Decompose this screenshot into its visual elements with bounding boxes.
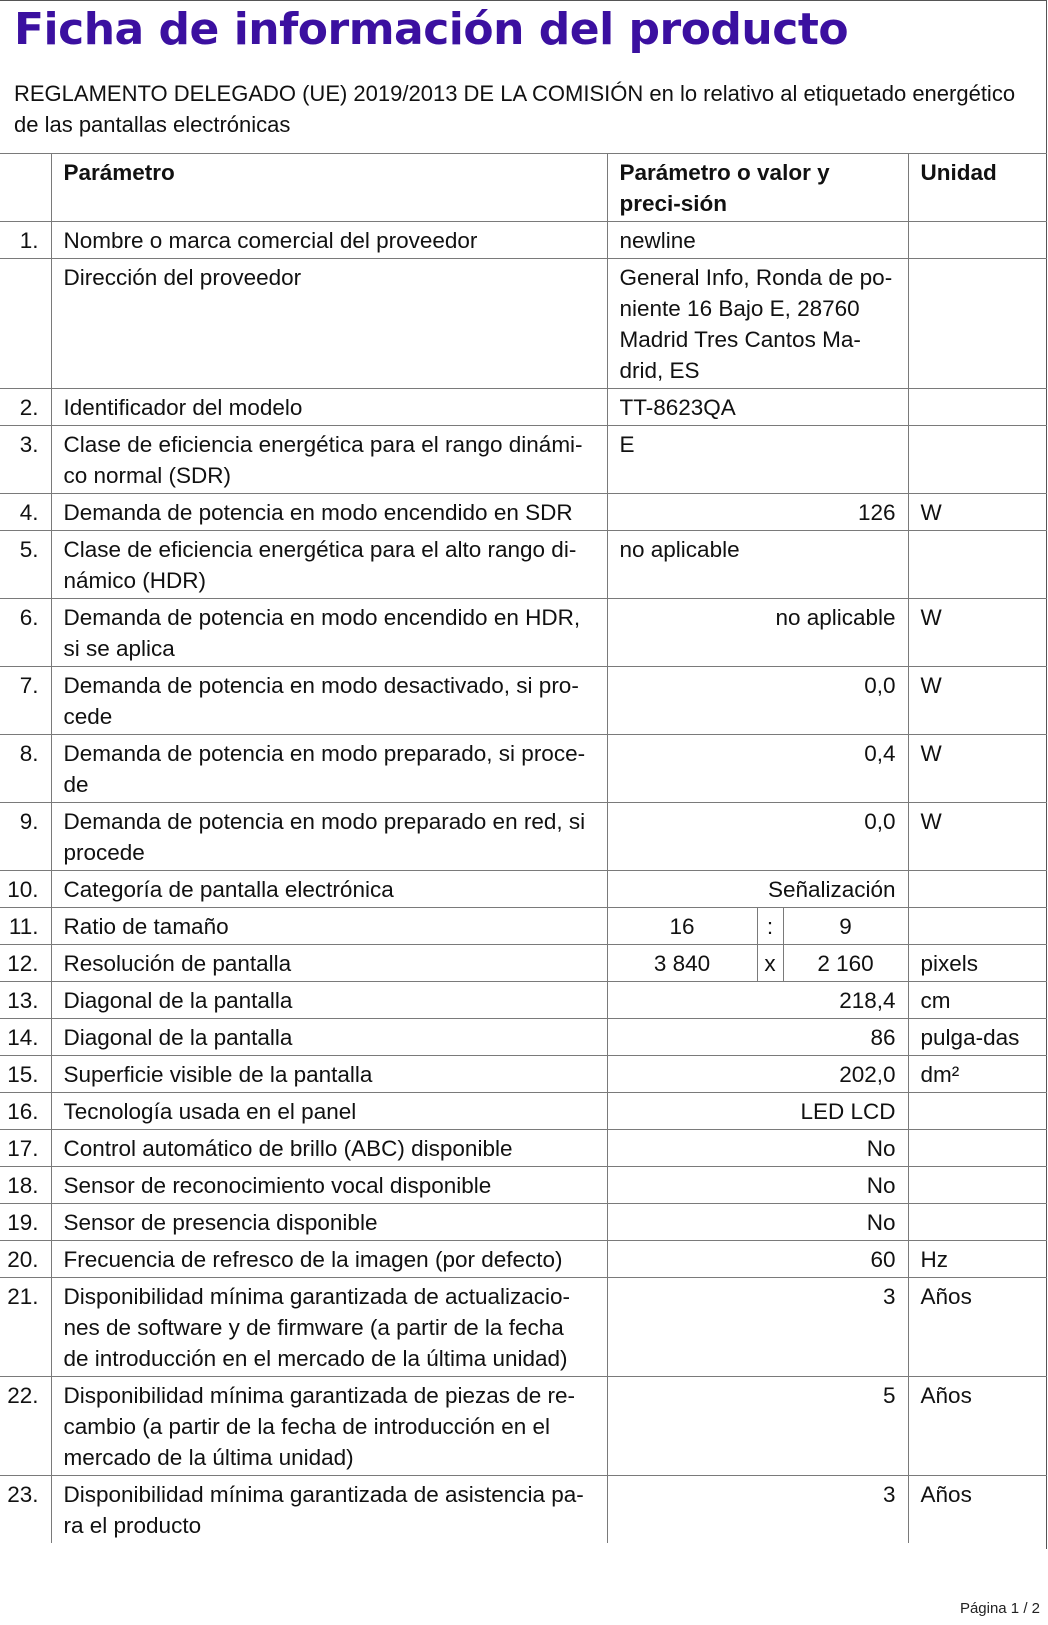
row-number: 1. bbox=[0, 222, 51, 259]
table-row bbox=[0, 871, 1047, 908]
row-label: Demanda de potencia en modo preparado, si proce-de bbox=[51, 735, 607, 803]
table-row bbox=[0, 222, 1047, 259]
table-row bbox=[0, 908, 1047, 945]
row-value: 202,0 bbox=[607, 1056, 908, 1093]
row-unit: W bbox=[908, 599, 1047, 667]
row-number: 3. bbox=[0, 426, 51, 494]
header-unit: Unidad bbox=[908, 154, 1047, 222]
row-unit: Hz bbox=[908, 1241, 1047, 1278]
row-unit bbox=[908, 222, 1047, 259]
row-label: Disponibilidad mínima garantizada de asistencia pa-ra el producto bbox=[51, 1476, 607, 1544]
row-value: Señalización bbox=[607, 871, 908, 908]
row-value: No bbox=[607, 1130, 908, 1167]
row-value: TT-8623QA bbox=[607, 389, 908, 426]
row-label: Sensor de reconocimiento vocal disponible bbox=[51, 1167, 607, 1204]
row-unit: pixels bbox=[908, 945, 1047, 982]
product-info-table bbox=[0, 153, 1047, 1543]
page-number: Página 1 / 2 bbox=[959, 1600, 1040, 1617]
row-unit: W bbox=[908, 494, 1047, 531]
row-label: Disponibilidad mínima garantizada de actualizacio-nes de software y de firmware (a partir de la fecha de introducción en el mercado de la última unidad) bbox=[51, 1278, 607, 1377]
row-number: 6. bbox=[0, 599, 51, 667]
table-row bbox=[0, 389, 1047, 426]
row-unit: dm² bbox=[908, 1056, 1047, 1093]
row-number: 2. bbox=[0, 389, 51, 426]
header-parameter: Parámetro bbox=[51, 154, 607, 222]
row-label: Disponibilidad mínima garantizada de piezas de re-cambio (a partir de la fecha de introducción en el mercado de la última unidad) bbox=[51, 1377, 607, 1476]
row-number: 4. bbox=[0, 494, 51, 531]
row-unit bbox=[908, 1167, 1047, 1204]
row-label: Demanda de potencia en modo desactivado, si pro-cede bbox=[51, 667, 607, 735]
row-unit bbox=[908, 908, 1047, 945]
row-value: no aplicable bbox=[607, 599, 908, 667]
row-value: No bbox=[607, 1204, 908, 1241]
table-header-row bbox=[0, 154, 1047, 222]
row-value: 218,4 bbox=[607, 982, 908, 1019]
table-row bbox=[0, 945, 1047, 982]
table-row bbox=[0, 531, 1047, 599]
row-label: Tecnología usada en el panel bbox=[51, 1093, 607, 1130]
table-row bbox=[0, 599, 1047, 667]
row-number: 14. bbox=[0, 1019, 51, 1056]
row-unit: Años bbox=[908, 1377, 1047, 1476]
table-row bbox=[0, 1377, 1047, 1476]
row-value-separator: : bbox=[757, 908, 783, 945]
row-unit bbox=[908, 426, 1047, 494]
row-label: Superficie visible de la pantalla bbox=[51, 1056, 607, 1093]
row-number: 18. bbox=[0, 1167, 51, 1204]
row-unit bbox=[908, 1093, 1047, 1130]
table-row bbox=[0, 1278, 1047, 1377]
row-label: Demanda de potencia en modo encendido en SDR bbox=[51, 494, 607, 531]
row-unit: Años bbox=[908, 1278, 1047, 1377]
row-unit bbox=[908, 389, 1047, 426]
row-label: Dirección del proveedor bbox=[51, 259, 607, 389]
row-value: 86 bbox=[607, 1019, 908, 1056]
row-unit bbox=[908, 1130, 1047, 1167]
row-value-a: 16 bbox=[607, 908, 757, 945]
row-value: newline bbox=[607, 222, 908, 259]
table-row bbox=[0, 426, 1047, 494]
row-label: Ratio de tamaño bbox=[51, 908, 607, 945]
row-value: 3 bbox=[607, 1278, 908, 1377]
row-value: 3 bbox=[607, 1476, 908, 1544]
row-unit: Años bbox=[908, 1476, 1047, 1544]
row-label: Frecuencia de refresco de la imagen (por defecto) bbox=[51, 1241, 607, 1278]
table-body bbox=[0, 222, 1047, 1544]
table-row bbox=[0, 803, 1047, 871]
table-row bbox=[0, 1476, 1047, 1544]
row-unit: W bbox=[908, 667, 1047, 735]
row-value: LED LCD bbox=[607, 1093, 908, 1130]
row-value: no aplicable bbox=[607, 531, 908, 599]
row-number: 22. bbox=[0, 1377, 51, 1476]
row-number: 19. bbox=[0, 1204, 51, 1241]
row-value-b: 9 bbox=[783, 908, 908, 945]
row-unit bbox=[908, 1204, 1047, 1241]
row-label: Clase de eficiencia energética para el rango dinámi-co normal (SDR) bbox=[51, 426, 607, 494]
row-value: No bbox=[607, 1167, 908, 1204]
row-value: General Info, Ronda de po-niente 16 Bajo E, 28760 Madrid Tres Cantos Ma-drid, ES bbox=[607, 259, 908, 389]
row-number: 8. bbox=[0, 735, 51, 803]
row-number: 13. bbox=[0, 982, 51, 1019]
table-row bbox=[0, 982, 1047, 1019]
table-row bbox=[0, 735, 1047, 803]
table-row bbox=[0, 1167, 1047, 1204]
row-value: E bbox=[607, 426, 908, 494]
row-value-separator: x bbox=[757, 945, 783, 982]
header-value: Parámetro o valor y preci-sión bbox=[607, 154, 908, 222]
table-row bbox=[0, 667, 1047, 735]
row-label: Demanda de potencia en modo preparado en red, si procede bbox=[51, 803, 607, 871]
row-number: 17. bbox=[0, 1130, 51, 1167]
row-number: 12. bbox=[0, 945, 51, 982]
table-row bbox=[0, 1093, 1047, 1130]
row-value: 5 bbox=[607, 1377, 908, 1476]
row-label: Clase de eficiencia energética para el alto rango di-námico (HDR) bbox=[51, 531, 607, 599]
row-label: Control automático de brillo (ABC) disponible bbox=[51, 1130, 607, 1167]
table-row bbox=[0, 1019, 1047, 1056]
row-number: 11. bbox=[0, 908, 51, 945]
table-row bbox=[0, 1241, 1047, 1278]
row-number: 9. bbox=[0, 803, 51, 871]
row-number: 20. bbox=[0, 1241, 51, 1278]
row-value: 0,0 bbox=[607, 667, 908, 735]
row-value-b: 2 160 bbox=[783, 945, 908, 982]
row-number: 21. bbox=[0, 1278, 51, 1377]
row-number: 23. bbox=[0, 1476, 51, 1544]
row-label: Identificador del modelo bbox=[51, 389, 607, 426]
row-unit bbox=[908, 259, 1047, 389]
page-title: Ficha de información del producto bbox=[14, 4, 849, 55]
row-label: Categoría de pantalla electrónica bbox=[51, 871, 607, 908]
row-label: Resolución de pantalla bbox=[51, 945, 607, 982]
row-label: Diagonal de la pantalla bbox=[51, 1019, 607, 1056]
row-label: Nombre o marca comercial del proveedor bbox=[51, 222, 607, 259]
table-row bbox=[0, 494, 1047, 531]
row-number: 15. bbox=[0, 1056, 51, 1093]
row-value: 126 bbox=[607, 494, 908, 531]
row-number: 7. bbox=[0, 667, 51, 735]
row-unit: cm bbox=[908, 982, 1047, 1019]
row-number: 10. bbox=[0, 871, 51, 908]
row-label: Sensor de presencia disponible bbox=[51, 1204, 607, 1241]
row-label: Diagonal de la pantalla bbox=[51, 982, 607, 1019]
row-number: 16. bbox=[0, 1093, 51, 1130]
row-unit: W bbox=[908, 735, 1047, 803]
row-number bbox=[0, 259, 51, 389]
table-row bbox=[0, 259, 1047, 389]
row-value-a: 3 840 bbox=[607, 945, 757, 982]
row-number: 5. bbox=[0, 531, 51, 599]
table-row bbox=[0, 1130, 1047, 1167]
table-row bbox=[0, 1204, 1047, 1241]
row-unit: pulga-das bbox=[908, 1019, 1047, 1056]
table-row bbox=[0, 1056, 1047, 1093]
row-value: 0,4 bbox=[607, 735, 908, 803]
row-unit bbox=[908, 531, 1047, 599]
header-num-cell bbox=[0, 154, 51, 222]
row-unit: W bbox=[908, 803, 1047, 871]
row-unit bbox=[908, 871, 1047, 908]
row-value: 0,0 bbox=[607, 803, 908, 871]
row-value: 60 bbox=[607, 1241, 908, 1278]
row-label: Demanda de potencia en modo encendido en HDR, si se aplica bbox=[51, 599, 607, 667]
regulation-subtitle: REGLAMENTO DELEGADO (UE) 2019/2013 DE LA COMISIÓN en lo relativo al etiquetado energético de las pantallas electrónicas bbox=[14, 81, 1016, 137]
